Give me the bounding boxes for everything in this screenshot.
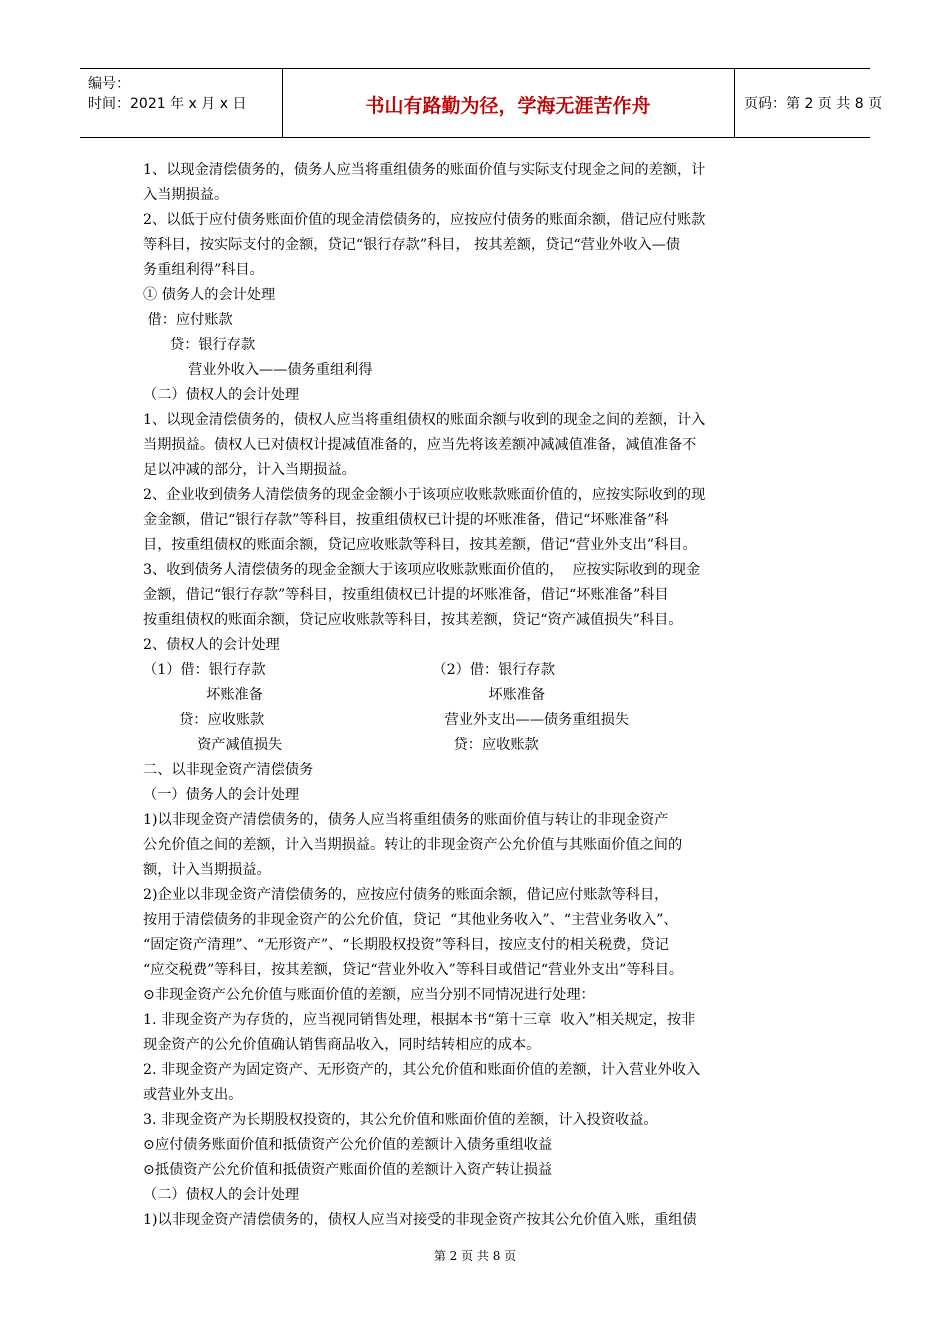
text-line: 二、以非现金资产清偿债务	[143, 762, 314, 778]
text-line: 1. 非现金资产为存货的，应当视同销售处理，根据本书“第十三章 收入”相关规定，按非	[143, 1012, 696, 1028]
text-line: 金额，借记“银行存款”等科目，按重组债权已计提的坏账准备，借记“坏账准备”科目	[143, 587, 669, 603]
text-line: 现金资产的公允价值确认销售商品收入，同时结转相应的成本。	[143, 1037, 541, 1053]
text-line: 按用于清偿债务的非现金资产的公允价值，贷记 “其他业务收入”、“主营业务收入”、	[143, 912, 678, 928]
page-number-label: 页码：第 2 页 共 8 页	[744, 96, 883, 112]
text-line: ⊙应付债务账面价值和抵债资产公允价值的差额计入债务重组收益	[143, 1137, 553, 1153]
text-line: “应交税费”等科目，按其差额，贷记“营业外收入”等科目或借记“营业外支出”等科目。	[143, 962, 684, 978]
text-line: （二）债权人的会计处理	[143, 1187, 300, 1203]
text-line: 额，计入当期损益。	[143, 862, 271, 878]
text-line: 按重组债权的账面余额，贷记应收账款等科目，按其差额，贷记“资产减值损失”科目。	[143, 612, 683, 628]
document-body	[143, 158, 823, 1233]
document-date-label: 时间：2021 年 x 月 x 日	[88, 96, 247, 112]
text-line: （一）债务人的会计处理	[143, 787, 300, 803]
text-line: 2)企业以非现金资产清偿债务的，应按应付债务的账面余额，借记应付账款等科目，	[143, 887, 669, 903]
text-line: 1、以现金清偿债务的，债权人应当将重组债权的账面余额与收到的现金之间的差额，计入	[143, 412, 706, 428]
text-line: 资产减值损失 贷：应收账款	[143, 737, 539, 753]
text-line: 借：应付账款	[143, 312, 233, 328]
text-line: 1)以非现金资产清偿债务的，债务人应当将重组债务的账面价值与转让的非现金资产	[143, 812, 669, 828]
text-line: 等科目，按实际支付的金额，贷记“银行存款”科目， 按其差额，贷记“营业外收入—债	[143, 237, 681, 253]
text-line: ⊙抵债资产公允价值和抵债资产账面价值的差额计入资产转让损益	[143, 1162, 553, 1178]
text-line: 目，按重组债权的账面余额，贷记应收账款等科目，按其差额，借记“营业外支出”科目。	[143, 537, 697, 553]
page-footer: 第 2 页 共 8 页	[433, 1249, 517, 1263]
text-line: 当期损益。债权人已对债权计提减值准备的，应当先将该差额冲减减值准备，减值准备不	[143, 437, 697, 453]
text-line: 2、债权人的会计处理	[143, 637, 280, 653]
text-line: 或营业外支出。	[143, 1087, 243, 1103]
text-line: 公允价值之间的差额，计入当期损益。转让的非现金资产公允价值与其账面价值之间的	[143, 837, 683, 853]
text-line: ① 债务人的会计处理	[143, 287, 276, 303]
text-line: 2. 非现金资产为固定资产、无形资产的，其公允价值和账面价值的差额，计入营业外收入	[143, 1062, 701, 1078]
text-line: ⊙非现金资产公允价值与账面价值的差额，应当分别不同情况进行处理：	[143, 987, 595, 1003]
motto-text: 书山有路勤为径，学海无涯苦作舟	[365, 95, 651, 117]
page-header	[80, 68, 883, 138]
text-line: 2、以低于应付债务账面价值的现金清偿债务的，应按应付债务的账面余额，借记应付账款	[143, 212, 706, 228]
text-line: 3. 非现金资产为长期股权投资的，其公允价值和账面价值的差额，计入投资收益。	[143, 1112, 658, 1128]
header-page-cell	[734, 69, 883, 137]
text-line: （二）债权人的会计处理	[143, 387, 300, 403]
text-line: 金金额，借记“银行存款”等科目，按重组债权已计提的坏账准备，借记“坏账准备”科	[143, 512, 669, 528]
text-line: 贷：银行存款	[143, 337, 256, 353]
text-line: 入当期损益。	[143, 187, 229, 203]
text-line: 坏账准备 坏账准备	[143, 687, 546, 703]
header-motto-cell	[282, 69, 735, 137]
text-line: 1)以非现金资产清偿债务的，债权人应当对接受的非现金资产按其公允价值入账，重组债	[143, 1212, 697, 1228]
text-line: 3、收到债务人清偿债务的现金金额大于该项应收账款账面价值的， 应按实际收到的现金	[143, 562, 701, 578]
header-meta	[80, 69, 283, 137]
text-line: 务重组利得”科目。	[143, 262, 264, 278]
text-line: 1、以现金清偿债务的，债务人应当将重组债务的账面价值与实际支付现金之间的差额，计	[143, 162, 706, 178]
text-line: 贷：应收账款 营业外支出——债务重组损失	[143, 712, 630, 728]
text-line: 营业外收入——债务重组利得	[143, 362, 373, 378]
document-number-label: 编号：	[88, 76, 130, 92]
text-line: 2、企业收到债务人清偿债务的现金金额小于该项应收账款账面价值的，应按实际收到的现	[143, 487, 706, 503]
text-line: 足以冲减的部分，计入当期损益。	[143, 462, 356, 478]
text-line: （1）借：银行存款 （2）借：银行存款	[143, 662, 555, 678]
text-line: “固定资产清理”、“无形资产”、“长期股权投资”等科目，按应支付的相关税费，贷记	[143, 937, 669, 953]
